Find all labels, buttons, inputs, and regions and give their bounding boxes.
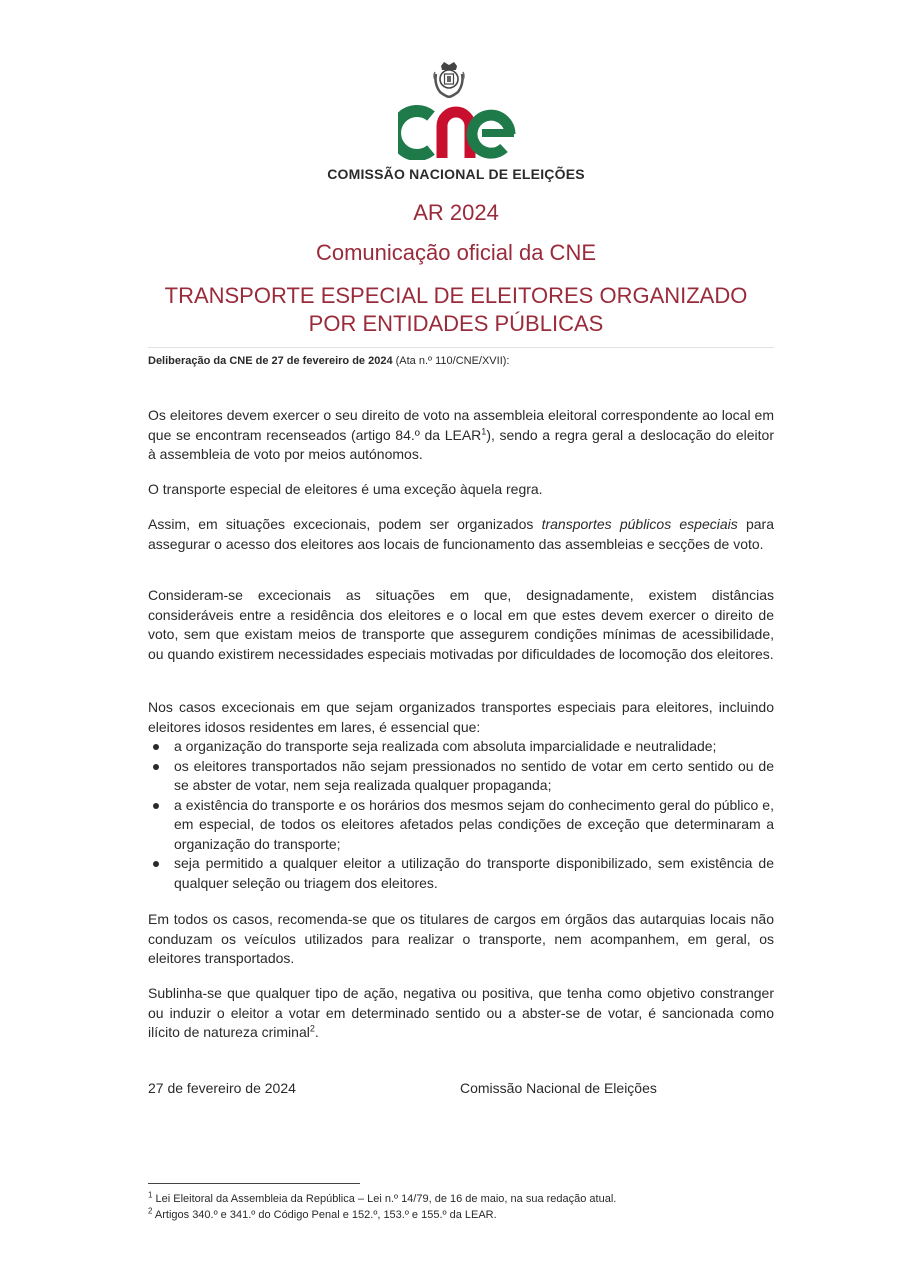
paragraph-3 <box>148 515 774 554</box>
organization-name: COMISSÃO NACIONAL DE ELEIÇÕES <box>327 166 585 182</box>
footnote-2-text: Artigos 340.º e 341.º do Código Penal e 152.º, 153.º e 155.º da LEAR. <box>152 1209 497 1221</box>
document-title-election: AR 2024 <box>413 200 499 225</box>
paragraph-1-text-a: Os eleitores devem exercer o seu direito de voto na assembleia eleitoral correspondente ao local em que se encontram recenseados (artigo 84.º da LEAR <box>148 407 774 443</box>
paragraph-3-text-b: para assegurar o acesso dos eleitores aos locais de funcionamento das assembleias e secções de voto. <box>148 516 774 552</box>
deliberation-minutes: (Ata n.º 110/CNE/XVII): <box>392 355 510 367</box>
deliberation-line <box>148 355 509 367</box>
paragraph-3-emphasis: transportes públicos especiais <box>541 516 738 532</box>
list-item: a organização do transporte seja realizada com absoluta imparcialidade e neutralidade; <box>148 737 774 757</box>
signature-date: 27 de fevereiro de 2024 <box>148 1080 296 1096</box>
list-item: os eleitores transportados não sejam pressionados no sentido de votar em certo sentido ou de se abster de votar, nem seja realizada qualquer propaganda; <box>148 757 774 796</box>
paragraph-5 <box>148 698 774 893</box>
cne-logo <box>398 100 518 160</box>
heading-line-1: TRANSPORTE ESPECIAL DE ELEITORES ORGANIZADO <box>164 283 748 308</box>
footnote-1 <box>148 1192 774 1207</box>
footnote-divider <box>148 1183 360 1184</box>
coat-of-arms-icon <box>432 60 466 98</box>
paragraph-7-text-a: Sublinha-se que qualquer tipo de ação, negativa ou positiva, que tenha como objetivo constranger ou induzir o eleitor a votar em determinado sentido ou a abster-se de votar, é sancionada como ilícito de natureza criminal <box>148 985 774 1040</box>
paragraph-3-text-a: Assim, em situações excecionais, podem ser organizados <box>148 516 542 532</box>
signature-organization: Comissão Nacional de Eleições <box>460 1080 657 1096</box>
footnote-ref-1: 1 <box>481 425 487 436</box>
paragraph-7 <box>148 984 774 1043</box>
footnote-2-mark: 2 <box>148 1206 153 1216</box>
paragraph-2: O transporte especial de eleitores é uma exceção àquela regra. <box>148 481 543 497</box>
heading-line-2: POR ENTIDADES PÚBLICAS <box>308 311 604 336</box>
document-subtitle: Comunicação oficial da CNE <box>315 240 597 265</box>
document-heading <box>0 282 912 338</box>
paragraph-4: Consideram-se excecionais as situações em que, designadamente, existem distâncias consideráveis entre a residência dos eleitores e o local em que estes devem exercer o direito de voto, sem que existam meios de transporte que assegurem condições mínimas de acessibilidade, ou quando existirem necessidades especiais motivadas por dificuldades de locomoção dos eleitores. <box>148 587 774 662</box>
deliberation-date: Deliberação da CNE de 27 de fevereiro de 2024 <box>148 355 393 367</box>
header-divider <box>148 347 774 348</box>
paragraph-5-intro: Nos casos excecionais em que sejam organizados transportes especiais para eleitores, incluindo eleitores idosos residentes em lares, é essencial que: <box>148 699 774 735</box>
paragraph-6: Em todos os casos, recomenda-se que os titulares de cargos em órgãos das autarquias locais não conduzam os veículos utilizados para realizar o transporte, nem acompanhem, em geral, os eleitores transportados. <box>148 911 774 966</box>
paragraph-1-text-b: ), sendo a regra geral a deslocação do eleitor à assembleia de voto por meios autónomos. <box>148 426 774 462</box>
footnote-1-text: Lei Eleitoral da Assembleia da República – Lei n.º 14/79, de 16 de maio, na sua redação atual. <box>152 1193 617 1205</box>
requirements-list <box>148 737 774 893</box>
paragraph-1 <box>148 406 774 465</box>
footnote-1-mark: 1 <box>148 1190 153 1200</box>
footnote-2 <box>148 1208 774 1223</box>
list-item: seja permitido a qualquer eleitor a utilização do transporte disponibilizado, sem existência de qualquer seleção ou triagem dos eleitores. <box>148 854 774 893</box>
list-item: a existência do transporte e os horários dos mesmos sejam do conhecimento geral do público e, em especial, de todos os eleitores afetados pelas condições de exceção que determinaram a organização do transporte; <box>148 796 774 855</box>
paragraph-7-text-b: . <box>314 1024 319 1040</box>
footnote-ref-2: 2 <box>309 1023 315 1034</box>
